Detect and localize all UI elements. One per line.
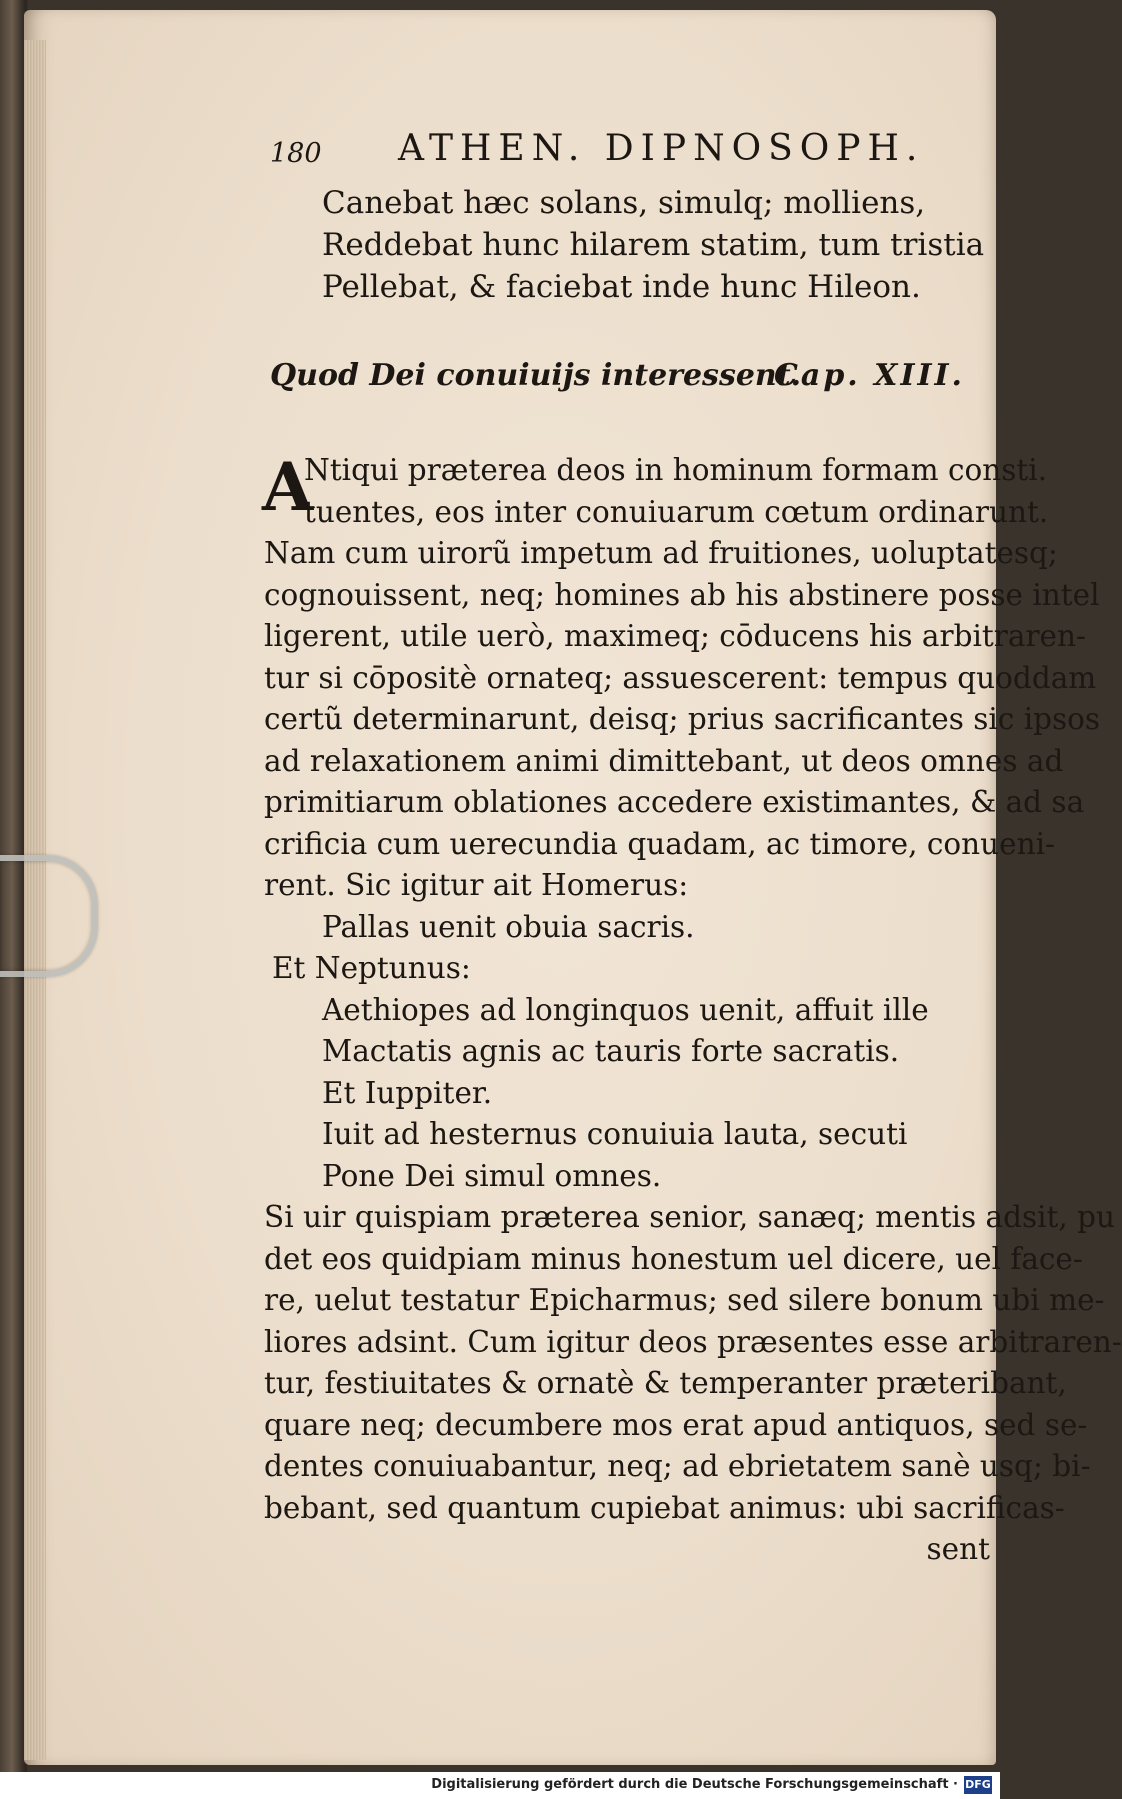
drop-cap: A [262,448,314,526]
verse-lead: Et Neptunus: [272,951,471,985]
verse-line: Iuit ad hesternus conuiuia lauta, secuti [322,1117,908,1151]
text-line: Si uir quispiam præterea senior, sanæq; mentis adsit, pu [264,1200,1116,1234]
text-line: re, uelut testatur Epicharmus; sed silere bonum ubi me- [264,1283,1105,1317]
text-line: crificia cum uerecundia quadam, ac timore, conueni- [264,826,1055,861]
dfg-logo-icon: DFG [964,1776,992,1794]
verse-line: Mactatis agnis ac tauris forte sacratis. [322,1034,900,1068]
verse-line: Canebat hæc solans, simulq; molliens, [322,185,926,221]
text-line-content: Ntiqui præterea deos in hominum formam consti. [304,453,1048,487]
running-title: ATHEN. DIPNOSOPH. [398,128,925,169]
book-page [24,10,1122,1765]
verse-line: Pellebat, & faciebat inde hunc Hileon. [322,269,921,305]
verse-head [322,182,990,308]
text-line: ligerent, utile uerò, maximeq; cōducens his arbitraren- [264,619,1086,653]
verse-line: Aethiopes ad longinquos uenit, affuit ille [322,992,929,1027]
chapter-number: Cap. XIII. [774,358,966,393]
verse-line: Pone Dei simul omnes. [322,1158,662,1193]
page-clip [0,855,98,977]
verse-lead: Et Iuppiter. [322,1075,493,1110]
text-line: tur, festiuitates & ornatè & temperanter præteribant, [264,1366,1067,1400]
text-line: liores adsint. Cum igitur deos præsentes esse arbitraren- [264,1324,1122,1359]
text-line: Nam cum uirorũ impetum ad fruitiones, uoluptatesq; [264,536,1058,570]
running-head [270,128,990,178]
text-line: dentes conuiuabantur, neq; ad ebrietatem sanè usq; bi- [264,1449,1091,1483]
text-line: rent. Sic igitur ait Homerus: [264,868,689,902]
text-line: quare neq; decumbere mos erat apud antiquos, sed se- [264,1407,1088,1442]
text-line: tur si cōpositè ornateq; assuescerent: tempus quoddam [264,660,1097,695]
verse-line: Pallas uenit obuia sacris. [322,909,695,944]
text-line: bebant, sed quantum cupiebat animus: ubi sacrificas- [264,1490,1065,1525]
text-line: cognouissent, neq; homines ab his abstinere posse intel [264,577,1100,612]
footer-bar [0,1772,1000,1799]
chapter-title: Quod Dei conuiuijs interessent. [270,358,802,393]
verse-line: Reddebat hunc hilarem statim, tum tristia [322,227,985,263]
body-text [262,448,1122,1571]
text-line: certũ determinarunt, deisq; prius sacrificantes sic ipsos [264,702,1101,736]
text-line: primitiarum oblationes accedere existimantes, & ad sa [264,785,1085,819]
chapter-heading [270,358,990,418]
funding-credit: Digitalisierung gefördert durch die Deutsche Forschungsgemeinschaft · [431,1777,958,1792]
page-number: 180 [270,138,322,169]
text-column [262,128,1122,1571]
text-line: ad relaxationem animi dimittebant, ut deos omnes ad [264,743,1064,778]
text-line: det eos quidpiam minus honestum uel dicere, uel face- [264,1241,1083,1276]
catchword: sent [926,1532,990,1566]
text-line: tuentes, eos inter conuiuarum cœtum ordinarunt. [304,494,1049,529]
